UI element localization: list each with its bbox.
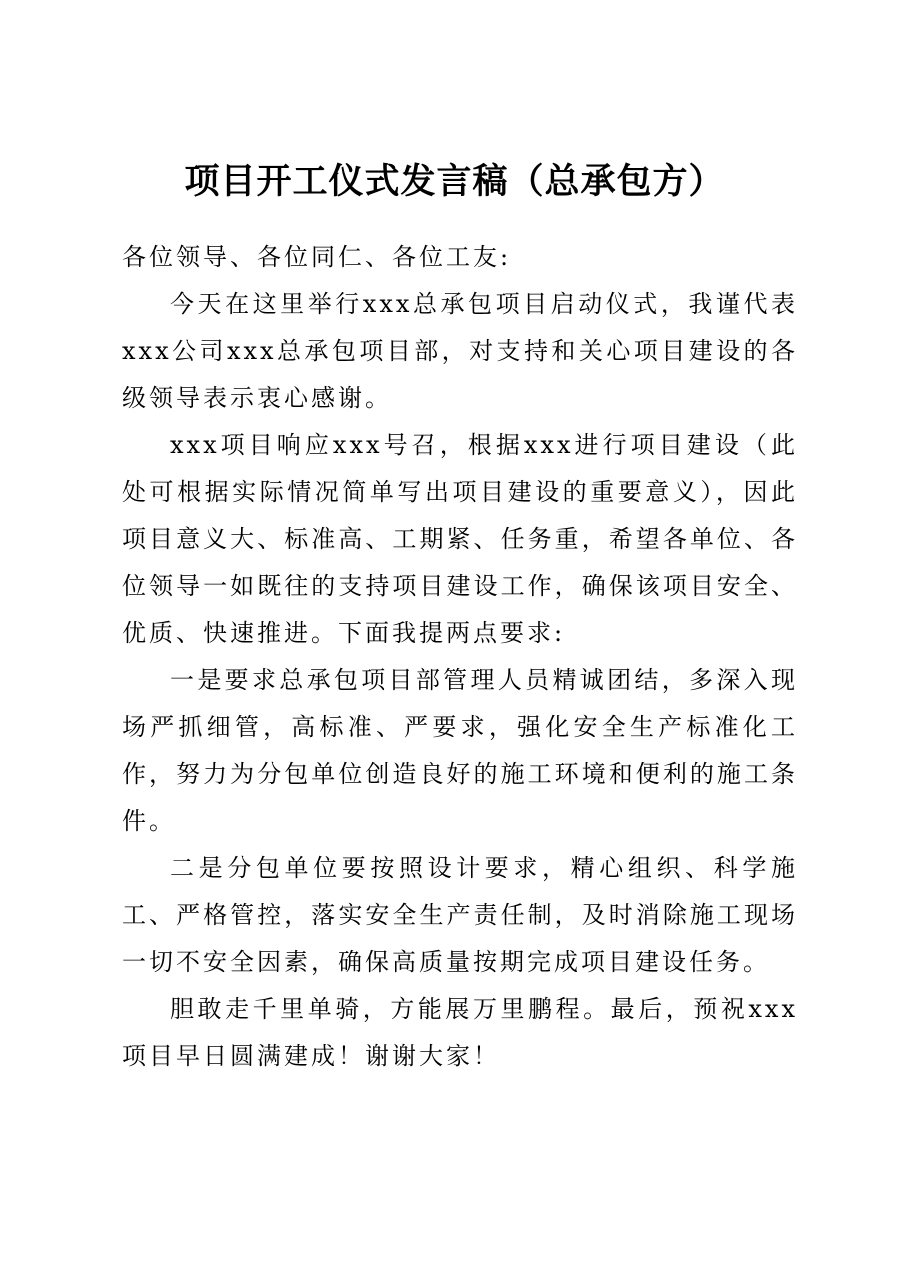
salutation: 各位领导、各位同仁、各位工友: — [122, 243, 512, 271]
paragraph-opening: 今天在这里举行xxx总承包项目启动仪式，我谨代表xxx公司xxx总承包项目部，对支持和关心项目建设的各级领导表示衷心感谢。 — [122, 290, 798, 412]
document-title: 项目开工仪式发言稿（总承包方） — [184, 162, 725, 202]
paragraph-project-significance: xxx项目响应xxx号召，根据xxx进行项目建设（此处可根据实际情况简单写出项目建设的重要意义），因此项目意义大、标准高、工期紧、任务重，希望各单位、各位领导一如既往的支持项目建设工作，确保该项目安全、优质、快速推进。下面我提两点要求: — [122, 431, 798, 647]
document-body — [122, 234, 798, 1080]
paragraph-requirement-one: 一是要求总承包项目部管理人员精诚团结，多深入现场严抓细管，高标准、严要求，强化安全生产标准化工作，努力为分包单位创造良好的施工环境和便利的施工条件。 — [122, 666, 798, 835]
paragraph-requirement-two: 二是分包单位要按照设计要求，精心组织、科学施工、严格管控，落实安全生产责任制，及时消除施工现场一切不安全因素，确保高质量按期完成项目建设任务。 — [122, 854, 798, 976]
paragraph-closing: 胆敢走千里单骑，方能展万里鹏程。最后，预祝xxx项目早日圆满建成！谢谢大家！ — [122, 995, 798, 1070]
